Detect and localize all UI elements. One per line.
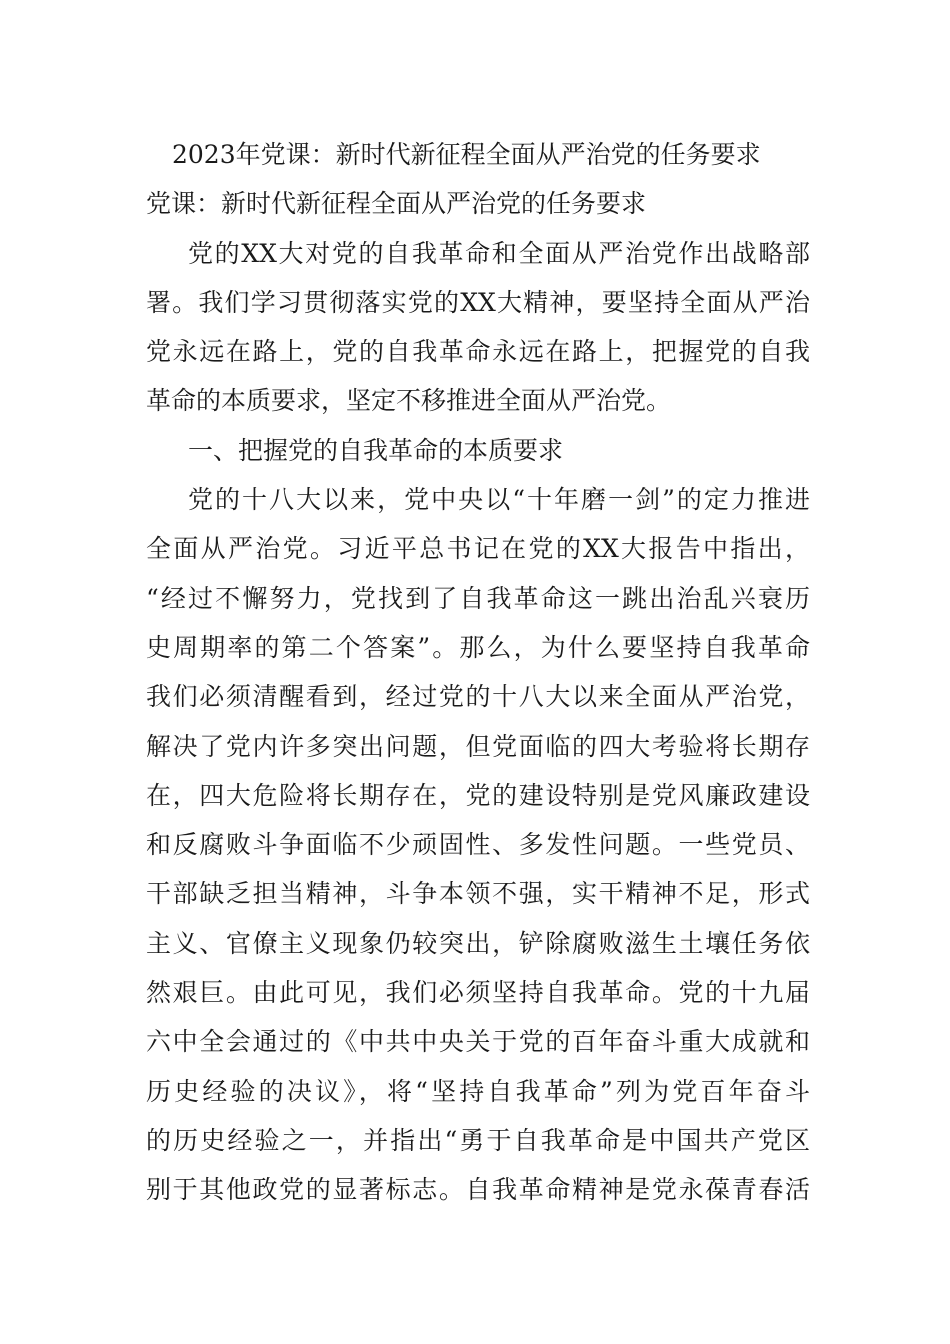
paragraph-line: 主义、官僚主义现象仍较突出，铲除腐败滋生土壤任务依 [146,928,810,958]
paragraph-line: 别于其他政党的显著标志。自我革命精神是党永葆青春活 [146,1175,810,1205]
document-body [146,130,810,1215]
document-subtitle: 党课：新时代新征程全面从严治党的任务要求 [146,189,647,219]
paragraph-line: 党的XX大对党的自我革命和全面从严治党作出战略部 [188,238,810,268]
paragraph-line: 然艰巨。由此可见，我们必须坚持自我革命。党的十九届 [146,978,810,1008]
section-heading-text: 一、把握党的自我革命的本质要求 [188,435,564,465]
paragraph-line: 署。我们学习贯彻落实党的XX大精神，要坚持全面从严治 [146,287,810,317]
paragraph-line: 全面从严治党。习近平总书记在党的XX大报告中指出， [146,534,810,564]
section-heading [146,426,810,475]
paragraph-line: 六中全会通过的《中共中央关于党的百年奋斗重大成就和 [146,1027,810,1057]
paragraph-line: 党永远在路上，党的自我革命永远在路上，把握党的自我 [146,337,810,367]
paragraph-line: 干部缺乏担当精神，斗争本领不强，实干精神不足，形式 [146,879,810,909]
paragraph-line: 我们必须清醒看到，经过党的十八大以来全面从严治党， [146,682,810,712]
paragraph-line: “经过不懈努力，党找到了自我革命这一跳出治乱兴衰历 [146,583,810,613]
document-title: 2023年党课：新时代新征程全面从严治党的任务要求 [172,140,761,169]
paragraph-line: 史周期率的第二个答案”。那么，为什么要坚持自我革命 [146,632,810,662]
paragraph-line: 历史经验的决议》，将“坚持自我革命”列为党百年奋斗 [146,1076,810,1106]
paragraph-line: 在，四大危险将长期存在，党的建设特别是党风廉政建设 [146,780,810,810]
paragraph-line: 解决了党内许多突出问题，但党面临的四大考验将长期存 [146,731,810,761]
paragraph-intro [146,229,810,426]
paragraph-line: 革命的本质要求，坚定不移推进全面从严治党。 [146,386,672,416]
paragraph-line: 和反腐败斗争面临不少顽固性、多发性问题。一些党员、 [146,830,810,860]
paragraph-line: 的历史经验之一，并指出“勇于自我革命是中国共产党区 [146,1125,810,1155]
paragraph-line: 党的十八大以来，党中央以“十年磨一剑”的定力推进 [188,485,810,515]
paragraph-body [146,475,810,1214]
